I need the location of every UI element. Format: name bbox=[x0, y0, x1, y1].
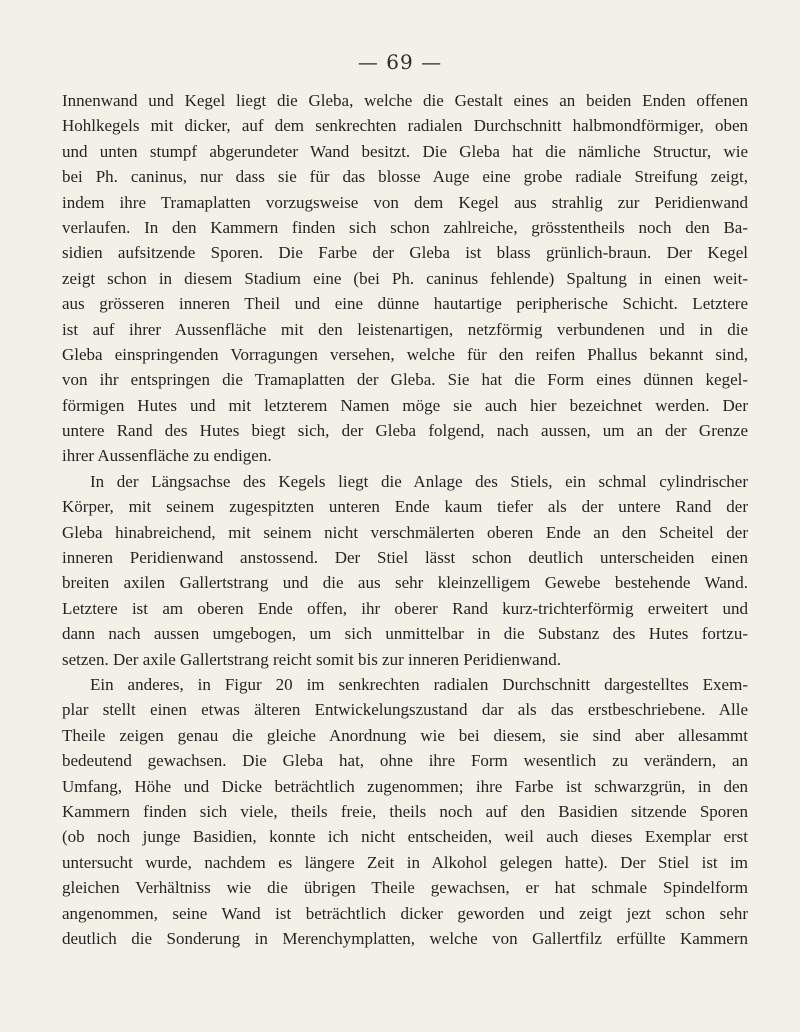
text-line: Theile zeigen genau die gleiche Anordnung wie bei diesem, sie sind aber allesammt bbox=[62, 725, 748, 745]
text-line: indem ihre Tramaplatten vorzugsweise von dem Kegel aus strahlig zur Peridienwand bbox=[62, 192, 748, 212]
text-line: deutlich die Sonderung in Merenchymplatten, welche von Gallertfilz erfüllte Kammern bbox=[62, 928, 748, 948]
text-line: ihrer Aussenfläche zu endigen. bbox=[62, 446, 272, 466]
text-line: dann nach aussen umgebogen, um sich unmittelbar in die Substanz des Hutes fortzu- bbox=[62, 624, 748, 644]
text-line: In der Längsachse des Kegels liegt die Anlage des Stiels, ein schmal cylindrischer bbox=[90, 471, 748, 491]
text-line: Letztere ist am oberen Ende offen, ihr oberer Rand kurz-trichterförmig erweitert und bbox=[62, 598, 748, 618]
text-line: (ob noch junge Basidien, konnte ich nicht entscheiden, weil auch dieses Exemplar erst bbox=[62, 827, 748, 847]
text-line: bedeutend gewachsen. Die Gleba hat, ohne ihre Form wesentlich zu verändern, an bbox=[62, 751, 748, 771]
text-line: sidien aufsitzende Sporen. Die Farbe der Gleba ist blass grünlich-braun. Der Kegel bbox=[62, 243, 748, 263]
text-line: breiten axilen Gallertstrang und die aus sehr kleinzelligem Gewebe bestehende Wand. bbox=[62, 573, 748, 593]
text-line: plar stellt einen etwas älteren Entwickelungszustand dar als das erstbeschriebene. Alle bbox=[62, 700, 748, 720]
text-line: Innenwand und Kegel liegt die Gleba, welche die Gestalt eines an beiden Enden offenen bbox=[62, 91, 748, 110]
text-line: Gleba einspringenden Vorragungen versehen, welche für den reifen Phallus bekannt sind, bbox=[62, 344, 748, 364]
text-line: Kammern finden sich viele, theils freie, theils noch auf den Basidien sitzende Sporen bbox=[62, 801, 748, 821]
text-line: zeigt schon in diesem Stadium eine (bei Ph. caninus fehlende) Spaltung in einen weit- bbox=[62, 268, 748, 288]
text-line: untere Rand des Hutes biegt sich, der Gleba folgend, nach aussen, um an der Grenze bbox=[62, 421, 748, 441]
text-line: Umfang, Höhe und Dicke beträchtlich zugenommen; ihre Farbe ist schwarzgrün, in den bbox=[62, 776, 748, 796]
text-line: aus grösseren inneren Theil und eine dünne hautartige peripherische Schicht. Letztere bbox=[62, 294, 748, 314]
text-line: und unten stumpf abgerundeter Wand besitzt. Die Gleba hat die nämliche Structur, wie bbox=[62, 141, 748, 161]
text-line: inneren Peridienwand anstossend. Der Stiel lässt schon deutlich unterscheiden einen bbox=[62, 548, 748, 568]
text-line: ist auf ihrer Aussenfläche mit den leistenartigen, netzförmig verbundenen und in die bbox=[62, 319, 748, 339]
page-number: — 69 — bbox=[357, 50, 443, 74]
text-line: förmigen Hutes und mit letzterem Namen möge sie auch hier bezeichnet werden. Der bbox=[62, 395, 748, 415]
text-line: untersucht wurde, nachdem es längere Zeit in Alkohol gelegen hatte). Der Stiel ist im bbox=[62, 852, 748, 872]
text-line: Hohlkegels mit dicker, auf dem senkrechten radialen Durchschnitt halbmondförmiger, oben bbox=[62, 116, 748, 136]
text-line: verlaufen. In den Kammern finden sich schon zahlreiche, grösstentheils noch den Ba- bbox=[62, 217, 748, 237]
text-line: setzen. Der axile Gallertstrang reicht somit bis zur inneren Peridienwand. bbox=[62, 649, 561, 669]
text-line: gleichen Verhältniss wie die übrigen Theile gewachsen, er hat schmale Spindelform bbox=[62, 878, 748, 898]
body-text bbox=[62, 88, 748, 951]
text-line: von ihr entspringen die Tramaplatten der Gleba. Sie hat die Form eines dünnen kegel- bbox=[62, 370, 748, 390]
text-line: Ein anderes, in Figur 20 im senkrechten radialen Durchschnitt dargestelltes Exem- bbox=[90, 674, 748, 694]
text-line: Körper, mit seinem zugespitzten unteren Ende kaum tiefer als der untere Rand der bbox=[62, 497, 748, 517]
text-line: angenommen, seine Wand ist beträchtlich dicker geworden und zeigt jezt schon sehr bbox=[62, 903, 748, 923]
text-line: bei Ph. caninus, nur dass sie für das blosse Auge eine grobe radiale Streifung zeigt, bbox=[62, 167, 748, 187]
text-line: Gleba hinabreichend, mit seinem nicht verschmälerten oberen Ende an den Scheitel der bbox=[62, 522, 748, 542]
